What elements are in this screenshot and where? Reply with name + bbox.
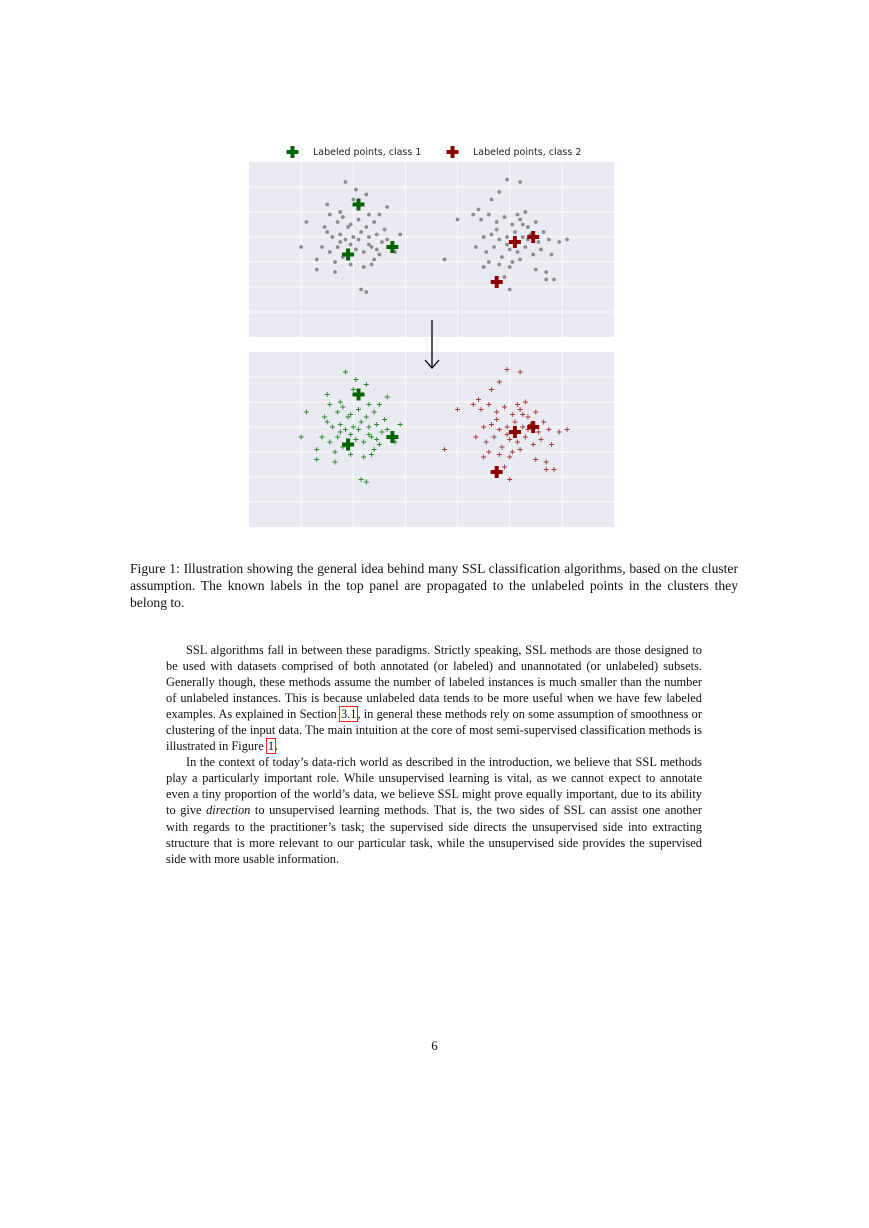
unlabeled-point [500, 255, 504, 259]
unlabeled-point [328, 213, 332, 217]
top-panel [249, 162, 614, 337]
ssl-figure-svg [240, 140, 630, 535]
legend-class1-icon [287, 146, 299, 158]
unlabeled-point [377, 213, 381, 217]
unlabeled-point [497, 263, 501, 267]
unlabeled-point [518, 258, 522, 262]
unlabeled-point [362, 250, 366, 254]
unlabeled-point [550, 253, 554, 257]
unlabeled-point [370, 263, 374, 267]
caption-text: Illustration showing the general idea behind many SSL classification algorithms, based on the cluster assumption. The known labels in the top panel are propagated to the unlabeled points in the clusters they belong to. [130, 561, 738, 610]
unlabeled-point [516, 250, 520, 254]
p1-text-a: SSL algorithms fall in between these paradigms. Strictly speaking, SSL methods are those designed to be used with datasets comprised of both annotated (or labeled) and unannotated (or unlabeled) subsets. Generally though, these methods assume the number of labeled instances is much smaller than the number of unlabeled instances. This is because unlabeled data tends to be more useful when we have few labeled examples. As explained in Section [166, 643, 702, 722]
unlabeled-point [557, 240, 561, 244]
body-text [166, 642, 702, 867]
unlabeled-point [315, 258, 319, 262]
unlabeled-point [508, 288, 512, 292]
legend-class2-icon [447, 146, 459, 158]
unlabeled-point [508, 248, 512, 252]
unlabeled-point [325, 230, 329, 234]
section-ref-link[interactable]: 3.1 [340, 707, 357, 722]
unlabeled-point [443, 258, 447, 262]
unlabeled-point [344, 180, 348, 184]
unlabeled-point [503, 215, 507, 219]
unlabeled-point [398, 233, 402, 237]
unlabeled-point [354, 188, 358, 192]
unlabeled-point [380, 240, 384, 244]
unlabeled-point [362, 265, 366, 269]
legend [287, 146, 582, 158]
unlabeled-point [544, 278, 548, 282]
unlabeled-point [357, 238, 361, 242]
unlabeled-point [367, 243, 371, 247]
unlabeled-point [372, 258, 376, 262]
unlabeled-point [518, 180, 522, 184]
unlabeled-point [471, 213, 475, 217]
unlabeled-point [304, 220, 308, 224]
unlabeled-point [349, 243, 353, 247]
unlabeled-point [375, 248, 379, 252]
unlabeled-point [534, 220, 538, 224]
unlabeled-point [325, 203, 329, 207]
unlabeled-point [338, 233, 342, 237]
unlabeled-point [351, 198, 355, 202]
unlabeled-point [346, 225, 350, 229]
unlabeled-point [503, 275, 507, 279]
unlabeled-point [508, 265, 512, 269]
unlabeled-point [487, 213, 491, 217]
unlabeled-point [526, 225, 530, 229]
unlabeled-point [544, 270, 548, 274]
unlabeled-point [521, 235, 525, 239]
p1-text-c: . [275, 739, 279, 754]
unlabeled-point [333, 270, 337, 274]
p2-emphasis: direction [206, 803, 251, 818]
unlabeled-point [341, 215, 345, 219]
unlabeled-point [474, 245, 478, 249]
p1-text-b: , in general these methods rely on some assumption of smoothness or clustering of the input data. The main intuition at the core of most semi-supervised classification methods is illustrated in Figure [166, 707, 702, 754]
unlabeled-point [359, 288, 363, 292]
unlabeled-point [385, 238, 389, 242]
panel-background [249, 352, 614, 527]
unlabeled-point [521, 223, 525, 227]
unlabeled-point [323, 225, 327, 229]
unlabeled-point [542, 230, 546, 234]
unlabeled-point [487, 260, 491, 264]
figure-1 [240, 140, 630, 535]
unlabeled-point [331, 235, 335, 239]
unlabeled-point [516, 213, 520, 217]
unlabeled-point [490, 198, 494, 202]
unlabeled-point [552, 278, 556, 282]
unlabeled-point [495, 220, 499, 224]
caption-label: Figure 1: [130, 561, 180, 576]
unlabeled-point [320, 245, 324, 249]
p2-text-a: In the context of today’s data-rich world as described in the introduction, we believe that SSL methods play a particularly important role. While unsupervised learning is vital, as we cannot expect to annotate even a tiny proportion of the world’s data, we believe SSL might prove equally important, due to its ability to give [166, 755, 702, 818]
unlabeled-point [385, 205, 389, 209]
unlabeled-point [372, 220, 376, 224]
unlabeled-point [354, 248, 358, 252]
unlabeled-point [479, 218, 483, 222]
bottom-panel [249, 352, 614, 527]
unlabeled-point [364, 193, 368, 197]
unlabeled-point [484, 250, 488, 254]
unlabeled-point [367, 235, 371, 239]
unlabeled-point [349, 263, 353, 267]
unlabeled-point [338, 240, 342, 244]
unlabeled-point [523, 210, 527, 214]
unlabeled-point [547, 238, 551, 242]
unlabeled-point [359, 230, 363, 234]
unlabeled-point [497, 190, 501, 194]
unlabeled-point [510, 223, 514, 227]
p2-text-b: to unsupervised learning methods. That is, the two sides of SSL can assist one another with regards to the practitioner’s task; the supervised side directs the unsupervised side into extracting structure that is more relevant to our particular task, while the unsupervised side provides the supervised side with more usable information. [166, 803, 702, 866]
page-number: 6 [431, 1038, 438, 1053]
unlabeled-point [536, 240, 540, 244]
unlabeled-point [497, 238, 501, 242]
unlabeled-point [482, 265, 486, 269]
unlabeled-point [477, 208, 481, 212]
unlabeled-point [456, 218, 460, 222]
unlabeled-point [482, 235, 486, 239]
legend-class2-label: Labeled points, class 2 [473, 147, 582, 158]
unlabeled-point [336, 245, 340, 249]
unlabeled-point [539, 248, 543, 252]
unlabeled-point [492, 245, 496, 249]
unlabeled-point [505, 235, 509, 239]
unlabeled-point [513, 230, 517, 234]
figure-caption [130, 560, 738, 611]
unlabeled-point [333, 260, 337, 264]
unlabeled-point [505, 243, 509, 247]
unlabeled-point [315, 268, 319, 272]
unlabeled-point [531, 253, 535, 257]
unlabeled-point [383, 228, 387, 232]
legend-class1-label: Labeled points, class 1 [313, 147, 422, 158]
unlabeled-point [338, 210, 342, 214]
unlabeled-point [328, 250, 332, 254]
unlabeled-point [534, 268, 538, 272]
panel-background [249, 162, 614, 337]
unlabeled-point [565, 238, 569, 242]
unlabeled-point [375, 233, 379, 237]
unlabeled-point [364, 290, 368, 294]
figure-ref-link[interactable]: 1 [267, 739, 275, 754]
unlabeled-point [299, 245, 303, 249]
paragraph-2 [166, 754, 702, 866]
unlabeled-point [351, 235, 355, 239]
unlabeled-point [490, 233, 494, 237]
paragraph-1 [166, 642, 702, 754]
unlabeled-point [357, 218, 361, 222]
unlabeled-point [510, 260, 514, 264]
unlabeled-point [495, 228, 499, 232]
unlabeled-point [336, 220, 340, 224]
unlabeled-point [505, 178, 509, 182]
unlabeled-point [523, 245, 527, 249]
unlabeled-point [377, 253, 381, 257]
unlabeled-point [344, 238, 348, 242]
unlabeled-point [364, 225, 368, 229]
unlabeled-point [367, 213, 371, 217]
unlabeled-point [518, 218, 522, 222]
